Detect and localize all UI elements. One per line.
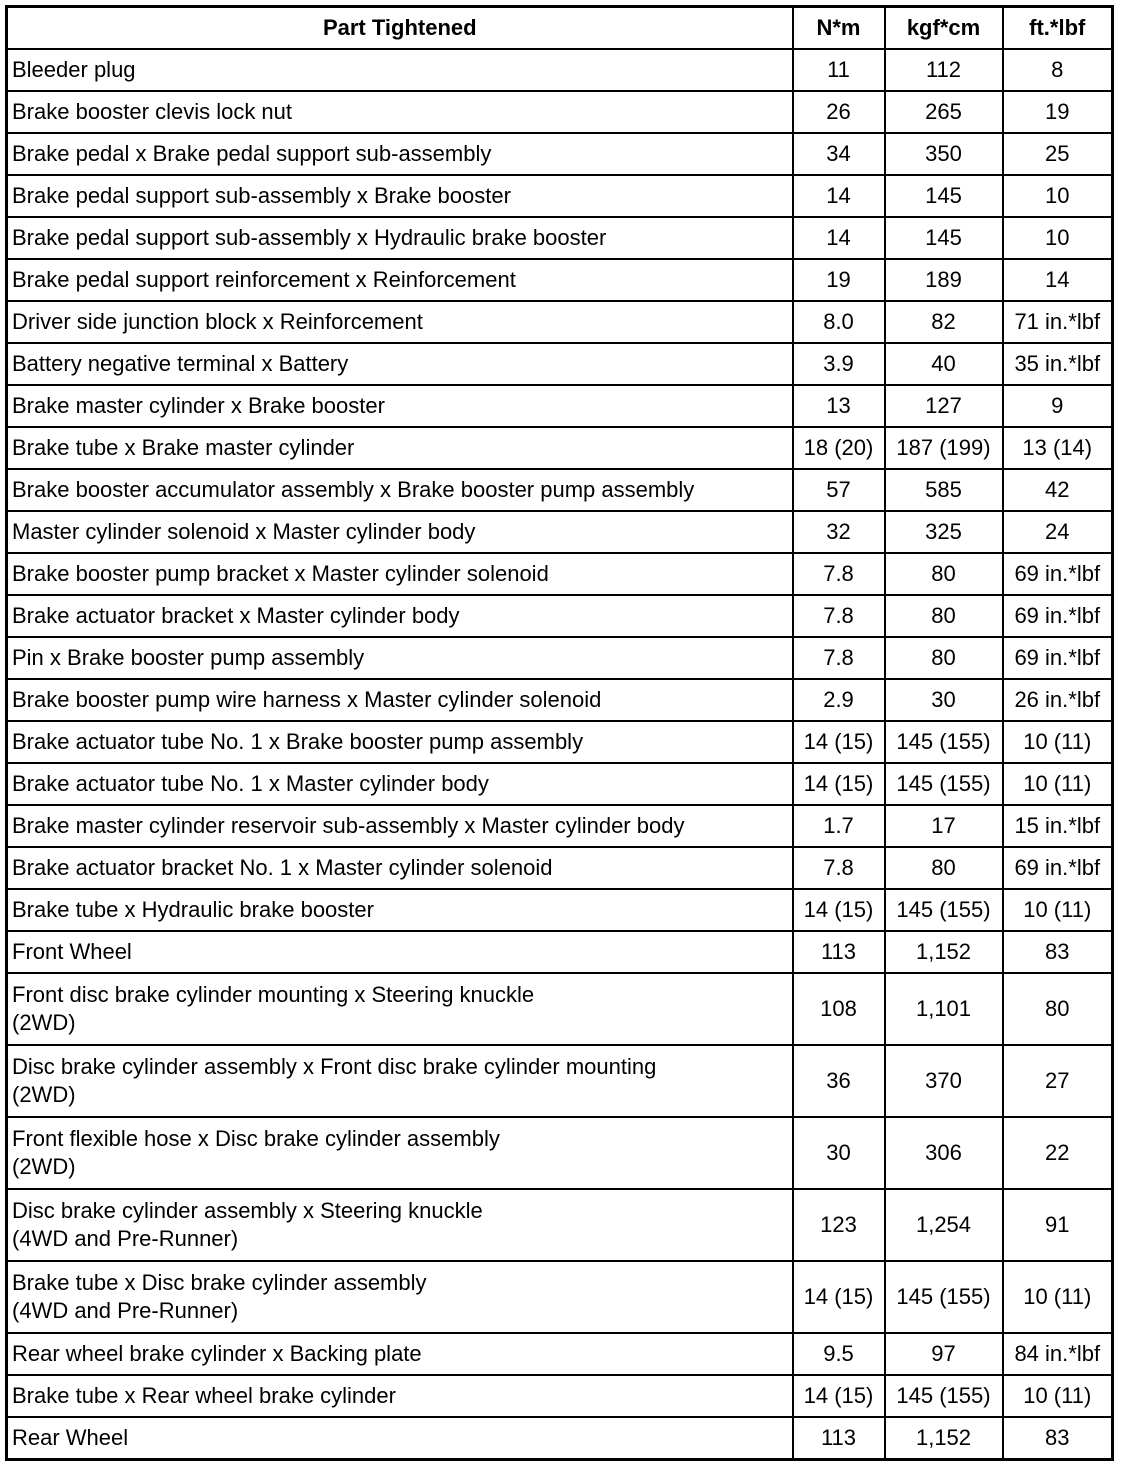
table-body <box>7 49 1113 1460</box>
torque-nm-cell: 14 (15) <box>793 1375 885 1417</box>
torque-ft-lbf-cell: 24 <box>1003 511 1113 553</box>
part-name: Brake tube x Disc brake cylinder assembly <box>12 1270 427 1295</box>
part-name: Brake pedal support sub-assembly x Brake booster <box>12 183 511 208</box>
part-tightened-cell <box>7 1417 793 1460</box>
torque-kgf-cm-cell: 80 <box>885 553 1003 595</box>
part-tightened-cell <box>7 595 793 637</box>
part-name: Front flexible hose x Disc brake cylinder assembly <box>12 1126 500 1151</box>
torque-kgf-cm-cell: 145 (155) <box>885 721 1003 763</box>
torque-ft-lbf-cell: 10 (11) <box>1003 1375 1113 1417</box>
table-row <box>7 259 1113 301</box>
torque-nm-cell: 108 <box>793 973 885 1045</box>
part-tightened-cell <box>7 637 793 679</box>
torque-kgf-cm-cell: 265 <box>885 91 1003 133</box>
table-row <box>7 847 1113 889</box>
part-tightened-cell <box>7 427 793 469</box>
part-tightened-cell <box>7 721 793 763</box>
part-variant-note: (4WD and Pre-Runner) <box>12 1226 239 1251</box>
part-tightened-cell <box>7 1117 793 1189</box>
part-name: Rear Wheel <box>12 1425 129 1450</box>
part-name: Pin x Brake booster pump assembly <box>12 645 365 670</box>
torque-ft-lbf-cell: 26 in.*lbf <box>1003 679 1113 721</box>
part-tightened-cell <box>7 385 793 427</box>
part-variant-note: (2WD) <box>12 1082 76 1107</box>
torque-nm-cell: 113 <box>793 931 885 973</box>
torque-ft-lbf-cell: 80 <box>1003 973 1113 1045</box>
torque-ft-lbf-cell: 84 in.*lbf <box>1003 1333 1113 1375</box>
part-name: Master cylinder solenoid x Master cylinder body <box>12 519 476 544</box>
part-name: Bleeder plug <box>12 57 136 82</box>
torque-nm-cell: 14 <box>793 217 885 259</box>
torque-ft-lbf-cell: 69 in.*lbf <box>1003 595 1113 637</box>
part-tightened-cell <box>7 1375 793 1417</box>
table-row <box>7 385 1113 427</box>
part-tightened-cell <box>7 1261 793 1333</box>
torque-kgf-cm-cell: 30 <box>885 679 1003 721</box>
torque-nm-cell: 113 <box>793 1417 885 1460</box>
table-row <box>7 721 1113 763</box>
table-row <box>7 91 1113 133</box>
part-name: Rear wheel brake cylinder x Backing plate <box>12 1341 422 1366</box>
part-tightened-cell <box>7 217 793 259</box>
part-name: Disc brake cylinder assembly x Steering knuckle <box>12 1198 483 1223</box>
part-name: Brake actuator bracket No. 1 x Master cylinder solenoid <box>12 855 553 880</box>
part-tightened-cell <box>7 805 793 847</box>
torque-nm-cell: 32 <box>793 511 885 553</box>
torque-nm-cell: 3.9 <box>793 343 885 385</box>
torque-ft-lbf-cell: 14 <box>1003 259 1113 301</box>
torque-ft-lbf-cell: 10 (11) <box>1003 1261 1113 1333</box>
torque-specification-table <box>5 5 1114 1461</box>
table-row <box>7 49 1113 91</box>
torque-ft-lbf-cell: 27 <box>1003 1045 1113 1117</box>
part-name: Brake pedal x Brake pedal support sub-assembly <box>12 141 492 166</box>
part-name: Brake booster pump wire harness x Master cylinder solenoid <box>12 687 602 712</box>
torque-ft-lbf-cell: 13 (14) <box>1003 427 1113 469</box>
part-name: Brake master cylinder reservoir sub-assembly x Master cylinder body <box>12 813 685 838</box>
header-ft-lbf: ft.*lbf <box>1003 7 1113 50</box>
table-row <box>7 1333 1113 1375</box>
torque-ft-lbf-cell: 9 <box>1003 385 1113 427</box>
torque-ft-lbf-cell: 71 in.*lbf <box>1003 301 1113 343</box>
part-name: Brake actuator bracket x Master cylinder body <box>12 603 460 628</box>
table-row <box>7 427 1113 469</box>
table-row <box>7 301 1113 343</box>
part-tightened-cell <box>7 763 793 805</box>
torque-ft-lbf-cell: 10 (11) <box>1003 763 1113 805</box>
header-kgf-cm: kgf*cm <box>885 7 1003 50</box>
part-tightened-cell <box>7 343 793 385</box>
torque-kgf-cm-cell: 145 (155) <box>885 889 1003 931</box>
torque-kgf-cm-cell: 97 <box>885 1333 1003 1375</box>
torque-nm-cell: 14 <box>793 175 885 217</box>
header-newton-meter: N*m <box>793 7 885 50</box>
torque-kgf-cm-cell: 325 <box>885 511 1003 553</box>
torque-kgf-cm-cell: 80 <box>885 637 1003 679</box>
torque-kgf-cm-cell: 1,254 <box>885 1189 1003 1261</box>
torque-nm-cell: 11 <box>793 49 885 91</box>
part-tightened-cell <box>7 1189 793 1261</box>
part-tightened-cell <box>7 1333 793 1375</box>
torque-kgf-cm-cell: 1,152 <box>885 931 1003 973</box>
torque-nm-cell: 36 <box>793 1045 885 1117</box>
table-row <box>7 1045 1113 1117</box>
torque-kgf-cm-cell: 145 <box>885 217 1003 259</box>
table-row <box>7 763 1113 805</box>
torque-ft-lbf-cell: 8 <box>1003 49 1113 91</box>
torque-ft-lbf-cell: 22 <box>1003 1117 1113 1189</box>
torque-ft-lbf-cell: 83 <box>1003 1417 1113 1460</box>
torque-kgf-cm-cell: 1,152 <box>885 1417 1003 1460</box>
torque-kgf-cm-cell: 80 <box>885 847 1003 889</box>
table-row <box>7 1417 1113 1460</box>
torque-nm-cell: 14 (15) <box>793 721 885 763</box>
part-tightened-cell <box>7 91 793 133</box>
torque-kgf-cm-cell: 585 <box>885 469 1003 511</box>
torque-nm-cell: 14 (15) <box>793 763 885 805</box>
torque-kgf-cm-cell: 370 <box>885 1045 1003 1117</box>
part-name: Battery negative terminal x Battery <box>12 351 349 376</box>
table-row <box>7 679 1113 721</box>
part-tightened-cell <box>7 133 793 175</box>
torque-nm-cell: 19 <box>793 259 885 301</box>
torque-nm-cell: 7.8 <box>793 847 885 889</box>
part-variant-note: (2WD) <box>12 1154 76 1179</box>
part-tightened-cell <box>7 931 793 973</box>
torque-nm-cell: 13 <box>793 385 885 427</box>
torque-ft-lbf-cell: 25 <box>1003 133 1113 175</box>
torque-nm-cell: 57 <box>793 469 885 511</box>
torque-kgf-cm-cell: 189 <box>885 259 1003 301</box>
table-row <box>7 1189 1113 1261</box>
torque-ft-lbf-cell: 42 <box>1003 469 1113 511</box>
torque-kgf-cm-cell: 350 <box>885 133 1003 175</box>
torque-ft-lbf-cell: 10 <box>1003 217 1113 259</box>
torque-ft-lbf-cell: 10 (11) <box>1003 721 1113 763</box>
torque-kgf-cm-cell: 40 <box>885 343 1003 385</box>
table-row <box>7 1117 1113 1189</box>
part-tightened-cell <box>7 49 793 91</box>
table-row <box>7 973 1113 1045</box>
part-tightened-cell <box>7 889 793 931</box>
table-row <box>7 595 1113 637</box>
part-name: Driver side junction block x Reinforcement <box>12 309 423 334</box>
part-variant-note: (4WD and Pre-Runner) <box>12 1298 239 1323</box>
table-row <box>7 469 1113 511</box>
torque-kgf-cm-cell: 80 <box>885 595 1003 637</box>
part-name: Brake tube x Hydraulic brake booster <box>12 897 374 922</box>
part-tightened-cell <box>7 259 793 301</box>
part-name: Brake actuator tube No. 1 x Master cylinder body <box>12 771 489 796</box>
torque-nm-cell: 7.8 <box>793 637 885 679</box>
part-name: Front Wheel <box>12 939 132 964</box>
part-name: Brake booster clevis lock nut <box>12 99 293 124</box>
torque-kgf-cm-cell: 187 (199) <box>885 427 1003 469</box>
torque-nm-cell: 1.7 <box>793 805 885 847</box>
table-row <box>7 343 1113 385</box>
table-row <box>7 805 1113 847</box>
part-tightened-cell <box>7 469 793 511</box>
torque-nm-cell: 7.8 <box>793 553 885 595</box>
table-row <box>7 1375 1113 1417</box>
torque-nm-cell: 14 (15) <box>793 1261 885 1333</box>
table-row <box>7 133 1113 175</box>
torque-ft-lbf-cell: 69 in.*lbf <box>1003 637 1113 679</box>
torque-ft-lbf-cell: 69 in.*lbf <box>1003 553 1113 595</box>
torque-nm-cell: 30 <box>793 1117 885 1189</box>
torque-kgf-cm-cell: 145 <box>885 175 1003 217</box>
torque-nm-cell: 8.0 <box>793 301 885 343</box>
part-name: Front disc brake cylinder mounting x Steering knuckle <box>12 982 535 1007</box>
part-name: Brake pedal support reinforcement x Reinforcement <box>12 267 516 292</box>
torque-ft-lbf-cell: 83 <box>1003 931 1113 973</box>
torque-nm-cell: 7.8 <box>793 595 885 637</box>
part-tightened-cell <box>7 553 793 595</box>
part-tightened-cell <box>7 847 793 889</box>
torque-ft-lbf-cell: 35 in.*lbf <box>1003 343 1113 385</box>
torque-nm-cell: 2.9 <box>793 679 885 721</box>
part-tightened-cell <box>7 679 793 721</box>
table-row <box>7 1261 1113 1333</box>
torque-kgf-cm-cell: 17 <box>885 805 1003 847</box>
torque-nm-cell: 9.5 <box>793 1333 885 1375</box>
part-tightened-cell <box>7 175 793 217</box>
part-tightened-cell <box>7 511 793 553</box>
part-variant-note: (2WD) <box>12 1010 76 1035</box>
part-name: Brake tube x Rear wheel brake cylinder <box>12 1383 396 1408</box>
torque-kgf-cm-cell: 112 <box>885 49 1003 91</box>
torque-ft-lbf-cell: 10 (11) <box>1003 889 1113 931</box>
torque-nm-cell: 123 <box>793 1189 885 1261</box>
part-name: Brake master cylinder x Brake booster <box>12 393 385 418</box>
part-name: Disc brake cylinder assembly x Front disc brake cylinder mounting <box>12 1054 657 1079</box>
torque-kgf-cm-cell: 127 <box>885 385 1003 427</box>
table-row <box>7 217 1113 259</box>
torque-ft-lbf-cell: 10 <box>1003 175 1113 217</box>
torque-ft-lbf-cell: 69 in.*lbf <box>1003 847 1113 889</box>
table-row <box>7 637 1113 679</box>
part-name: Brake booster pump bracket x Master cylinder solenoid <box>12 561 549 586</box>
part-name: Brake booster accumulator assembly x Brake booster pump assembly <box>12 477 695 502</box>
torque-kgf-cm-cell: 145 (155) <box>885 1375 1003 1417</box>
table-row <box>7 931 1113 973</box>
torque-kgf-cm-cell: 145 (155) <box>885 1261 1003 1333</box>
torque-nm-cell: 26 <box>793 91 885 133</box>
header-part-tightened: Part Tightened <box>7 7 793 50</box>
torque-kgf-cm-cell: 82 <box>885 301 1003 343</box>
table-row <box>7 889 1113 931</box>
table-row <box>7 175 1113 217</box>
torque-kgf-cm-cell: 145 (155) <box>885 763 1003 805</box>
torque-ft-lbf-cell: 15 in.*lbf <box>1003 805 1113 847</box>
part-name: Brake pedal support sub-assembly x Hydraulic brake booster <box>12 225 607 250</box>
torque-nm-cell: 34 <box>793 133 885 175</box>
torque-nm-cell: 14 (15) <box>793 889 885 931</box>
torque-nm-cell: 18 (20) <box>793 427 885 469</box>
part-tightened-cell <box>7 973 793 1045</box>
torque-kgf-cm-cell: 1,101 <box>885 973 1003 1045</box>
table-row <box>7 553 1113 595</box>
part-tightened-cell <box>7 1045 793 1117</box>
part-tightened-cell <box>7 301 793 343</box>
part-name: Brake tube x Brake master cylinder <box>12 435 355 460</box>
part-name: Brake actuator tube No. 1 x Brake booster pump assembly <box>12 729 584 754</box>
header-row <box>7 7 1113 50</box>
table-row <box>7 511 1113 553</box>
torque-ft-lbf-cell: 19 <box>1003 91 1113 133</box>
torque-kgf-cm-cell: 306 <box>885 1117 1003 1189</box>
torque-ft-lbf-cell: 91 <box>1003 1189 1113 1261</box>
